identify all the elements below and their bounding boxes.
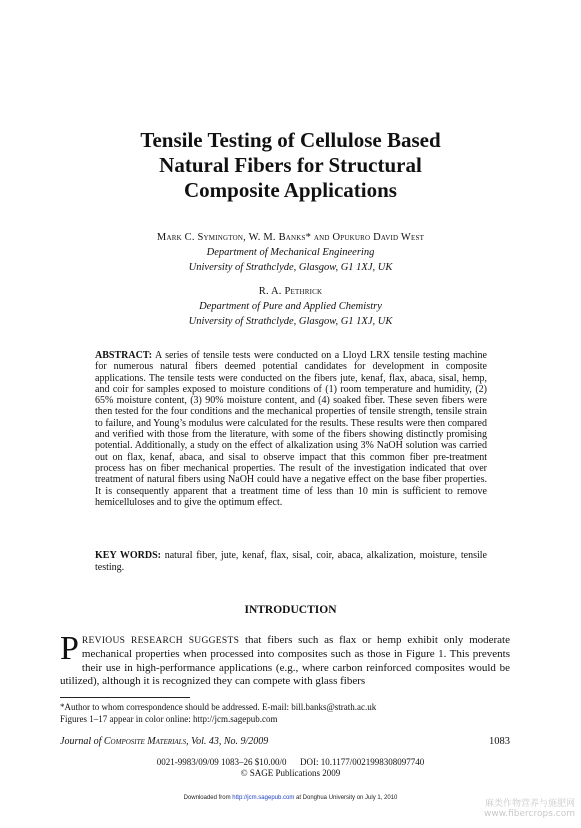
imprint <box>0 757 581 779</box>
introduction-paragraph <box>60 630 510 689</box>
journal-volume: , Vol. 43, No. 9/2009 <box>186 736 269 747</box>
title-line-2: Natural Fibers for Structural <box>159 153 422 177</box>
section-heading-introduction: INTRODUCTION <box>244 604 337 616</box>
journal-citation <box>60 736 510 747</box>
author-list <box>0 230 581 245</box>
affiliation-univ-1: University of Strathclyde, Glasgow, G1 1XJ, UK <box>188 262 393 273</box>
watermark-cn: 麻类作物营养与施肥网 <box>484 799 575 809</box>
author-names: Mark C. Symington, W. M. Banks* and Opukuro David West <box>156 232 425 243</box>
copyright-line: © SAGE Publications 2009 <box>240 768 341 778</box>
keywords-text: natural fiber, jute, kenaf, flax, sisal, coir, abaca, alkalization, moisture, tensile testing. <box>95 550 488 573</box>
download-prefix: Downloaded from <box>183 795 233 801</box>
intro-text: that fibers such as flax or hemp exhibit only moderate mechanical properties when processed into composites such as those in Figure 1. This prevents their use in high-performance applications (e.g., where carbon reinforced composites would be utilized), although it is recognized they can compete with glass fibers <box>60 634 510 688</box>
footnote-divider <box>60 697 190 698</box>
journal-name-prefix: Journal of <box>60 736 104 747</box>
intro-lead-smallcaps: REVIOUS RESEARCH SUGGESTS <box>81 636 240 646</box>
footnote-author: *Author to whom correspondence should be addressed. E-mail: bill.banks@strath.ac.uk <box>60 702 377 712</box>
affiliation-dept-2: Department of Pure and Applied Chemistry <box>199 301 382 312</box>
page-number: 1083 <box>489 736 510 747</box>
abstract-text: A series of tensile tests were conducted on a Lloyd LRX tensile testing machine for numerous natural fibers deemed potential candidates for development in composite applications. The tensile tests were conducted on the fibers jute, kenaf, flax, abaca, sisal, hemp, and coir for samples exposed to moisture conditions of (1) room temperature and humidity, (2) 65% moisture content, (3) 90% moisture content, and (4) soaked fiber. These seven fibers were then tested for the four conditions and the mechanical properties of tensile strength, tensile strain to failure, and Young’s modulus were calculated for the results. These results were then compared and verified with those from the literature, with some of the fibers showing distinctly promising potential. Additionally, a study on the effect of alkalization using 3% NaOH solution was carried out on flax, kenaf, abaca, and sisal to observe impact that this common fiber pre-treatment process has on fiber mechanical properties. The result of the investigation indicated that over treatment of natural fibers using NaOH could have a negative effect on the base fiber properties. It is consequently apparent that a treatment time of less than 10 min is sufficient to remove hemicelluloses and to give the optimum effect. <box>95 350 487 508</box>
footnote-figures: Figures 1–17 appear in color online: http://jcm.sagepub.com <box>60 714 278 724</box>
paper-title <box>0 128 581 203</box>
title-line-1: Tensile Testing of Cellulose Based <box>140 128 441 152</box>
abstract-label: ABSTRACT: <box>95 350 153 361</box>
watermark <box>440 799 575 819</box>
footnotes <box>60 701 510 725</box>
download-link[interactable]: http://jcm.sagepub.com <box>232 795 295 801</box>
issn-doi-line: 0021-9983/09/09 1083–26 $10.00/0 DOI: 10.1177/0021998308097740 <box>156 757 425 767</box>
affiliation-dept-1: Department of Mechanical Engineering <box>206 247 375 258</box>
abstract <box>95 350 487 508</box>
author-2-name: R. A. Pethrick <box>258 286 323 297</box>
download-suffix: at Donghua University on July 1, 2010 <box>294 795 398 801</box>
title-line-3: Composite Applications <box>184 178 397 202</box>
watermark-url: www.fibercrops.com <box>484 809 575 819</box>
drop-cap: P <box>60 630 79 667</box>
affiliation-univ-2: University of Strathclyde, Glasgow, G1 1XJ, UK <box>188 316 393 327</box>
journal-name: Composite Materials <box>103 736 187 747</box>
keywords-label: KEY WORDS: <box>95 550 161 561</box>
keywords <box>95 550 487 573</box>
author-2 <box>0 284 581 299</box>
